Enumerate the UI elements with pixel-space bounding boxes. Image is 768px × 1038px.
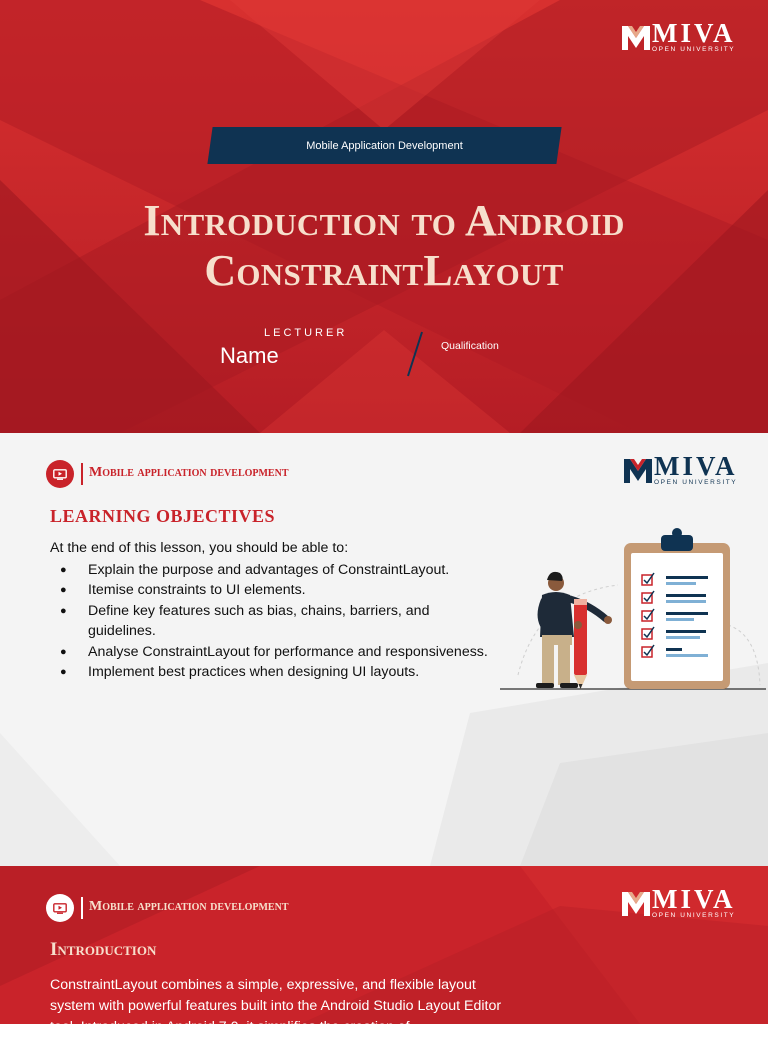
introduction-body: ConstraintLayout combines a simple, expressive, and flexible layout system with powerful features built into the Android Studio Layout Editor tool. Introduced in Android 7.0, it simplifies the creation of [50,977,502,1035]
slide-icon-badge [46,460,74,488]
logo-wordmark: MIVA [652,18,736,48]
objective-item: ● Define key features such as bias, chains, barriers, and guidelines. [50,601,490,642]
logo-subtitle: OPEN UNIVERSITY [652,46,736,53]
slide-header-course: Mobile application development [89,899,289,914]
slide-icon-badge [46,894,74,922]
objectives-intro: At the end of this lesson, you should be able to: [50,540,349,556]
lecturer-name: Name [220,343,279,368]
header-divider [81,463,83,485]
objective-item: ● Analyse ConstraintLayout for performance and responsiveness. [50,642,490,662]
miva-logo [622,886,736,920]
introduction-slide [0,866,768,1035]
logo-subtitle: OPEN UNIVERSITY [652,912,736,919]
objectives-list [50,560,490,682]
miva-logo [622,20,736,54]
qualification-label: Qualification [441,340,499,352]
miva-logo-mark-icon [622,24,650,50]
divider-slash [406,331,424,377]
lecturer-label: LECTURER [264,327,348,339]
objective-item: ● Itemise constraints to UI elements. [50,580,490,600]
miva-logo [624,453,738,487]
logo-subtitle: OPEN UNIVERSITY [654,479,738,486]
objectives-heading: LEARNING OBJECTIVES [50,506,276,526]
objective-item: ● Implement best practices when designing UI layouts. [50,662,490,682]
miva-logo-mark-icon [622,890,650,916]
slide-header-course: Mobile application development [89,465,289,480]
slide-title [0,196,768,296]
title-line-2: ConstraintLayout [204,246,564,295]
checklist-illustration [498,525,768,695]
monitor-play-icon [53,469,67,480]
course-banner [210,127,559,164]
miva-logo-mark-icon [624,457,652,483]
course-name: Mobile Application Development [306,139,463,152]
monitor-play-icon [53,903,67,914]
title-line-1: Introduction to Android [143,196,625,245]
objective-item: ● Explain the purpose and advantages of ConstraintLayout. [50,560,490,580]
logo-wordmark: MIVA [652,884,736,914]
person-figure [536,572,612,689]
title-slide [0,0,768,433]
logo-wordmark: MIVA [654,451,738,481]
objectives-slide [0,433,768,866]
header-divider [81,897,83,919]
introduction-heading: Introduction [50,939,157,960]
